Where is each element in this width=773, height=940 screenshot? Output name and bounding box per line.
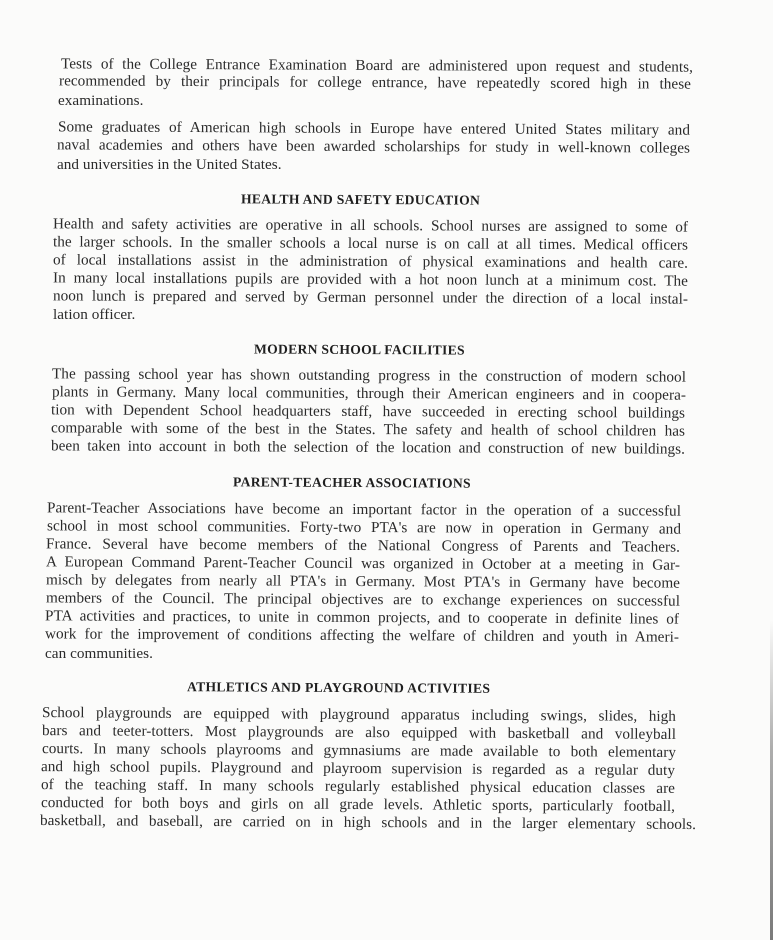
text-line: can communities. [45, 645, 153, 662]
section-heading: MODERN SCHOOL FACILITIES [253, 341, 465, 358]
text-line: and universities in the United States. [57, 156, 282, 173]
text-line: conducted for both boys and girls on all grade levels. Athletic sports, particularly football, [40, 794, 676, 815]
text-line: Tests of the College Entrance Examination Board are administered upon request and students, [60, 55, 694, 76]
text-line: misch by delegates from nearly all PTA's in Germany. Most PTA's in Germany have become [45, 571, 681, 592]
text-line: PTA activities and practices, to unite in common projects, and to cooperate in definite lines of [44, 607, 680, 628]
text-line: recommended by their principals for college entrance, have repeatedly scored high in these [58, 72, 692, 93]
section-heading: HEALTH AND SAFETY EDUCATION [240, 191, 481, 208]
text-line: of local installations assist in the administration of physical examinations and health care. [52, 251, 689, 272]
section-heading: ATHLETICS AND PLAYGROUND ACTIVITIES [186, 679, 491, 696]
text-line: In many local installations pupils are provided with a hot noon lunch at a minimum cost. The [52, 269, 689, 290]
text-line: of the teaching staff. In many schools regularly established physical education classes are [40, 776, 676, 797]
text-line: Parent-Teacher Associations have become an important factor in the operation of a successful [46, 499, 682, 520]
text-line: School playgrounds are equipped with playground apparatus including swings, slides, high [41, 704, 677, 725]
text-line: school in most school communities. Forty-two PTA's are now in operation in Germany and [46, 517, 682, 538]
text-line: courts. In many schools playrooms and gymnasiums are made available to both elementary [41, 740, 677, 761]
text-line: and high school pupils. Playground and playroom supervision is regarded as a regular duty [40, 758, 676, 779]
text-line: lation officer. [53, 306, 136, 323]
text-line: work for the improvement of conditions affecting the welfare of children and youth in Ameri- [44, 625, 680, 646]
text-line: comparable with some of the best in the States. The safety and health of school children has [50, 419, 686, 440]
text-line: The passing school year has shown outstanding progress in the construction of modern school [51, 365, 687, 386]
text-line: noon lunch is prepared and served by German personnel under the direction of a local instal- [52, 287, 689, 308]
text-line: naval academies and others have been awarded scholarships for study in well-known colleges [56, 136, 691, 157]
text-line: Some graduates of American high schools in Europe have entered United States military and [57, 118, 691, 139]
text-line: basketball, and baseball, are carried on in high schools and in the larger elementary schools. [39, 811, 697, 834]
text-line: bars and teeter-totters. Most playgrounds are also equipped with basketball and volleyball [41, 722, 677, 743]
text-line: tion with Dependent School headquarters staff, have succeeded in erecting school buildings [50, 401, 686, 422]
text-line: the larger schools. In the smaller schools a local nurse is on call at all times. Medical officers [52, 233, 689, 254]
text-line: members of the Council. The principal objectives are to exchange experiences on successful [45, 589, 681, 610]
text-line: examinations. [58, 92, 144, 109]
section-heading: PARENT-TEACHER ASSOCIATIONS [232, 474, 471, 491]
text-line: been taken into account in both the selection of the location and construction of new buildings. [50, 437, 686, 458]
text-line: plants in Germany. Many local communities, through their American engineers and in coopera- [51, 383, 687, 404]
text-line: Health and safety activities are operative in all schools. School nurses are assigned to some of [52, 215, 689, 236]
text-line: France. Several have become members of the National Congress of Parents and Teachers. [45, 535, 681, 556]
text-line: A European Command Parent-Teacher Council was organized in October at a meeting in Gar- [45, 553, 681, 574]
